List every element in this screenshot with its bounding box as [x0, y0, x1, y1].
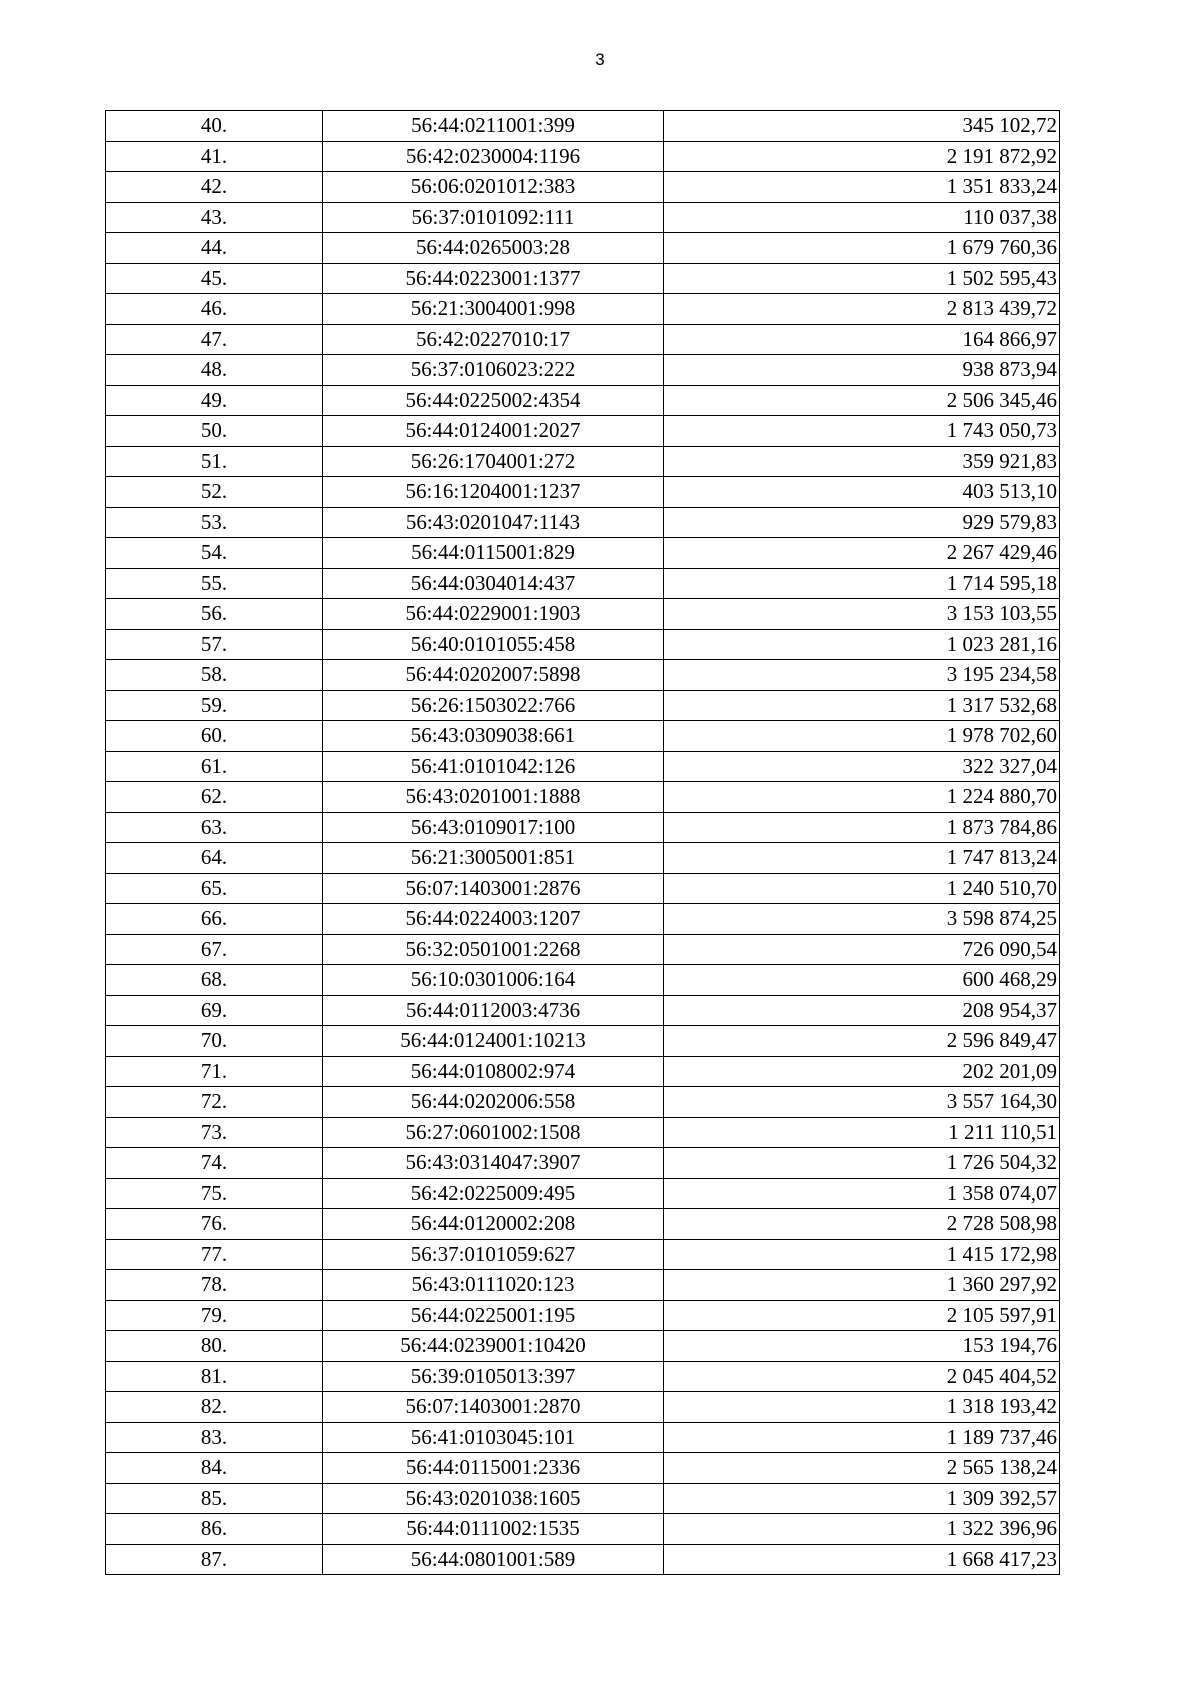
cadastral-number-cell: 56:26:1503022:766 — [323, 690, 664, 721]
cadastral-value-cell: 1 318 193,42 — [664, 1392, 1060, 1423]
table-row — [106, 1239, 1060, 1270]
cadastral-number-cell: 56:39:0105013:397 — [323, 1361, 664, 1392]
table-row — [106, 1483, 1060, 1514]
cadastral-value-cell: 1 211 110,51 — [664, 1117, 1060, 1148]
cadastral-value-cell: 345 102,72 — [664, 111, 1060, 142]
table-row — [106, 294, 1060, 325]
cadastral-value-cell: 1 415 172,98 — [664, 1239, 1060, 1270]
cadastral-number-cell: 56:10:0301006:164 — [323, 965, 664, 996]
cadastral-value-cell: 1 873 784,86 — [664, 812, 1060, 843]
cadastral-value-cell: 2 191 872,92 — [664, 141, 1060, 172]
cadastral-value-table — [105, 110, 1060, 1575]
table-row — [106, 1422, 1060, 1453]
cadastral-number-cell: 56:44:0239001:10420 — [323, 1331, 664, 1362]
row-number-cell: 44. — [106, 233, 323, 264]
cadastral-value-cell: 3 598 874,25 — [664, 904, 1060, 935]
table-row — [106, 1331, 1060, 1362]
row-number-cell: 64. — [106, 843, 323, 874]
cadastral-number-cell: 56:41:0101042:126 — [323, 751, 664, 782]
table-row — [106, 324, 1060, 355]
cadastral-number-cell: 56:07:1403001:2870 — [323, 1392, 664, 1423]
cadastral-number-cell: 56:37:0101092:111 — [323, 202, 664, 233]
row-number-cell: 73. — [106, 1117, 323, 1148]
cadastral-value-cell: 1 502 595,43 — [664, 263, 1060, 294]
table-row — [106, 172, 1060, 203]
cadastral-value-cell: 2 728 508,98 — [664, 1209, 1060, 1240]
cadastral-value-cell: 726 090,54 — [664, 934, 1060, 965]
table-row — [106, 385, 1060, 416]
cadastral-number-cell: 56:44:0115001:829 — [323, 538, 664, 569]
cadastral-value-cell: 1 240 510,70 — [664, 873, 1060, 904]
cadastral-value-cell: 1 309 392,57 — [664, 1483, 1060, 1514]
cadastral-value-cell: 153 194,76 — [664, 1331, 1060, 1362]
row-number-cell: 62. — [106, 782, 323, 813]
row-number-cell: 80. — [106, 1331, 323, 1362]
table-row — [106, 690, 1060, 721]
table-row — [106, 1300, 1060, 1331]
cadastral-number-cell: 56:37:0106023:222 — [323, 355, 664, 386]
table-row — [106, 1056, 1060, 1087]
cadastral-number-cell: 56:42:0230004:1196 — [323, 141, 664, 172]
cadastral-value-cell: 110 037,38 — [664, 202, 1060, 233]
row-number-cell: 61. — [106, 751, 323, 782]
table-row — [106, 1148, 1060, 1179]
row-number-cell: 45. — [106, 263, 323, 294]
cadastral-number-cell: 56:42:0225009:495 — [323, 1178, 664, 1209]
cadastral-number-cell: 56:44:0223001:1377 — [323, 263, 664, 294]
cadastral-value-cell: 929 579,83 — [664, 507, 1060, 538]
cadastral-number-cell: 56:43:0201038:1605 — [323, 1483, 664, 1514]
table-row — [106, 202, 1060, 233]
cadastral-value-cell: 322 327,04 — [664, 751, 1060, 782]
row-number-cell: 74. — [106, 1148, 323, 1179]
cadastral-value-cell: 3 557 164,30 — [664, 1087, 1060, 1118]
table-row — [106, 1209, 1060, 1240]
cadastral-number-cell: 56:42:0227010:17 — [323, 324, 664, 355]
cadastral-number-cell: 56:44:0112003:4736 — [323, 995, 664, 1026]
table-row — [106, 1270, 1060, 1301]
row-number-cell: 77. — [106, 1239, 323, 1270]
table-row — [106, 995, 1060, 1026]
cadastral-value-cell: 600 468,29 — [664, 965, 1060, 996]
cadastral-value-cell: 208 954,37 — [664, 995, 1060, 1026]
cadastral-number-cell: 56:44:0115001:2336 — [323, 1453, 664, 1484]
cadastral-value-cell: 403 513,10 — [664, 477, 1060, 508]
row-number-cell: 84. — [106, 1453, 323, 1484]
cadastral-number-cell: 56:44:0304014:437 — [323, 568, 664, 599]
cadastral-value-cell: 2 045 404,52 — [664, 1361, 1060, 1392]
row-number-cell: 70. — [106, 1026, 323, 1057]
table-row — [106, 1117, 1060, 1148]
table-row — [106, 477, 1060, 508]
row-number-cell: 79. — [106, 1300, 323, 1331]
table-row — [106, 965, 1060, 996]
cadastral-value-cell: 1 743 050,73 — [664, 416, 1060, 447]
row-number-cell: 54. — [106, 538, 323, 569]
table-row — [106, 1392, 1060, 1423]
cadastral-value-cell: 1 224 880,70 — [664, 782, 1060, 813]
cadastral-value-cell: 359 921,83 — [664, 446, 1060, 477]
table-row — [106, 873, 1060, 904]
cadastral-number-cell: 56:37:0101059:627 — [323, 1239, 664, 1270]
table-row — [106, 538, 1060, 569]
table-row — [106, 141, 1060, 172]
row-number-cell: 58. — [106, 660, 323, 691]
table-row — [106, 1514, 1060, 1545]
row-number-cell: 72. — [106, 1087, 323, 1118]
cadastral-value-cell: 1 978 702,60 — [664, 721, 1060, 752]
table-row — [106, 629, 1060, 660]
cadastral-number-cell: 56:44:0265003:28 — [323, 233, 664, 264]
cadastral-number-cell: 56:44:0202007:5898 — [323, 660, 664, 691]
cadastral-number-cell: 56:44:0120002:208 — [323, 1209, 664, 1240]
table-row — [106, 568, 1060, 599]
cadastral-number-cell: 56:06:0201012:383 — [323, 172, 664, 203]
row-number-cell: 78. — [106, 1270, 323, 1301]
table-row — [106, 446, 1060, 477]
table-row — [106, 904, 1060, 935]
table-row — [106, 263, 1060, 294]
cadastral-number-cell: 56:21:3004001:998 — [323, 294, 664, 325]
cadastral-number-cell: 56:43:0111020:123 — [323, 1270, 664, 1301]
table-row — [106, 1453, 1060, 1484]
table-row — [106, 507, 1060, 538]
cadastral-value-cell: 2 596 849,47 — [664, 1026, 1060, 1057]
row-number-cell: 47. — [106, 324, 323, 355]
row-number-cell: 53. — [106, 507, 323, 538]
cadastral-value-cell: 3 195 234,58 — [664, 660, 1060, 691]
table-row — [106, 1178, 1060, 1209]
cadastral-number-cell: 56:44:0124001:2027 — [323, 416, 664, 447]
cadastral-value-cell: 1 023 281,16 — [664, 629, 1060, 660]
row-number-cell: 81. — [106, 1361, 323, 1392]
cadastral-number-cell: 56:44:0111002:1535 — [323, 1514, 664, 1545]
table-row — [106, 233, 1060, 264]
cadastral-number-cell: 56:44:0229001:1903 — [323, 599, 664, 630]
row-number-cell: 51. — [106, 446, 323, 477]
table-row — [106, 1361, 1060, 1392]
table-row — [106, 812, 1060, 843]
table-row — [106, 416, 1060, 447]
row-number-cell: 48. — [106, 355, 323, 386]
row-number-cell: 50. — [106, 416, 323, 447]
table-row — [106, 599, 1060, 630]
cadastral-value-cell: 1 714 595,18 — [664, 568, 1060, 599]
cadastral-value-cell: 2 565 138,24 — [664, 1453, 1060, 1484]
cadastral-number-cell: 56:44:0225001:195 — [323, 1300, 664, 1331]
cadastral-number-cell: 56:44:0202006:558 — [323, 1087, 664, 1118]
table-row — [106, 782, 1060, 813]
page-number: 3 — [595, 50, 605, 69]
cadastral-value-cell: 1 360 297,92 — [664, 1270, 1060, 1301]
table-row — [106, 751, 1060, 782]
cadastral-number-cell: 56:44:0211001:399 — [323, 111, 664, 142]
cadastral-value-cell: 1 358 074,07 — [664, 1178, 1060, 1209]
row-number-cell: 46. — [106, 294, 323, 325]
table-row — [106, 721, 1060, 752]
table-row — [106, 111, 1060, 142]
cadastral-value-cell: 1 668 417,23 — [664, 1544, 1060, 1575]
cadastral-number-cell: 56:44:0225002:4354 — [323, 385, 664, 416]
cadastral-value-cell: 2 506 345,46 — [664, 385, 1060, 416]
cadastral-value-cell: 2 813 439,72 — [664, 294, 1060, 325]
row-number-cell: 71. — [106, 1056, 323, 1087]
row-number-cell: 43. — [106, 202, 323, 233]
cadastral-number-cell: 56:21:3005001:851 — [323, 843, 664, 874]
row-number-cell: 52. — [106, 477, 323, 508]
cadastral-value-cell: 3 153 103,55 — [664, 599, 1060, 630]
cadastral-value-cell: 1 351 833,24 — [664, 172, 1060, 203]
row-number-cell: 56. — [106, 599, 323, 630]
row-number-cell: 86. — [106, 1514, 323, 1545]
cadastral-value-cell: 1 679 760,36 — [664, 233, 1060, 264]
cadastral-number-cell: 56:32:0501001:2268 — [323, 934, 664, 965]
row-number-cell: 67. — [106, 934, 323, 965]
cadastral-number-cell: 56:44:0124001:10213 — [323, 1026, 664, 1057]
cadastral-number-cell: 56:44:0801001:589 — [323, 1544, 664, 1575]
table-row — [106, 1544, 1060, 1575]
row-number-cell: 82. — [106, 1392, 323, 1423]
cadastral-value-cell: 2 105 597,91 — [664, 1300, 1060, 1331]
row-number-cell: 85. — [106, 1483, 323, 1514]
row-number-cell: 69. — [106, 995, 323, 1026]
row-number-cell: 49. — [106, 385, 323, 416]
row-number-cell: 76. — [106, 1209, 323, 1240]
cadastral-value-cell: 1 726 504,32 — [664, 1148, 1060, 1179]
row-number-cell: 87. — [106, 1544, 323, 1575]
row-number-cell: 40. — [106, 111, 323, 142]
row-number-cell: 66. — [106, 904, 323, 935]
table-row — [106, 934, 1060, 965]
cadastral-value-cell: 1 317 532,68 — [664, 690, 1060, 721]
row-number-cell: 60. — [106, 721, 323, 752]
row-number-cell: 68. — [106, 965, 323, 996]
table-row — [106, 843, 1060, 874]
cadastral-number-cell: 56:26:1704001:272 — [323, 446, 664, 477]
cadastral-value-cell: 2 267 429,46 — [664, 538, 1060, 569]
row-number-cell: 65. — [106, 873, 323, 904]
row-number-cell: 59. — [106, 690, 323, 721]
cadastral-number-cell: 56:44:0224003:1207 — [323, 904, 664, 935]
row-number-cell: 57. — [106, 629, 323, 660]
cadastral-value-cell: 1 189 737,46 — [664, 1422, 1060, 1453]
row-number-cell: 41. — [106, 141, 323, 172]
row-number-cell: 42. — [106, 172, 323, 203]
cadastral-number-cell: 56:43:0109017:100 — [323, 812, 664, 843]
cadastral-number-cell: 56:41:0103045:101 — [323, 1422, 664, 1453]
table-row — [106, 355, 1060, 386]
cadastral-value-cell: 1 322 396,96 — [664, 1514, 1060, 1545]
cadastral-value-cell: 164 866,97 — [664, 324, 1060, 355]
table-row — [106, 1087, 1060, 1118]
row-number-cell: 55. — [106, 568, 323, 599]
cadastral-number-cell: 56:43:0309038:661 — [323, 721, 664, 752]
row-number-cell: 63. — [106, 812, 323, 843]
cadastral-number-cell: 56:43:0201001:1888 — [323, 782, 664, 813]
cadastral-number-cell: 56:43:0201047:1143 — [323, 507, 664, 538]
cadastral-number-cell: 56:27:0601002:1508 — [323, 1117, 664, 1148]
cadastral-value-cell: 1 747 813,24 — [664, 843, 1060, 874]
table-body — [106, 111, 1060, 1575]
cadastral-number-cell: 56:40:0101055:458 — [323, 629, 664, 660]
cadastral-value-cell: 938 873,94 — [664, 355, 1060, 386]
cadastral-number-cell: 56:44:0108002:974 — [323, 1056, 664, 1087]
table-row — [106, 1026, 1060, 1057]
cadastral-number-cell: 56:16:1204001:1237 — [323, 477, 664, 508]
row-number-cell: 75. — [106, 1178, 323, 1209]
cadastral-value-cell: 202 201,09 — [664, 1056, 1060, 1087]
cadastral-number-cell: 56:07:1403001:2876 — [323, 873, 664, 904]
row-number-cell: 83. — [106, 1422, 323, 1453]
table-row — [106, 660, 1060, 691]
cadastral-number-cell: 56:43:0314047:3907 — [323, 1148, 664, 1179]
